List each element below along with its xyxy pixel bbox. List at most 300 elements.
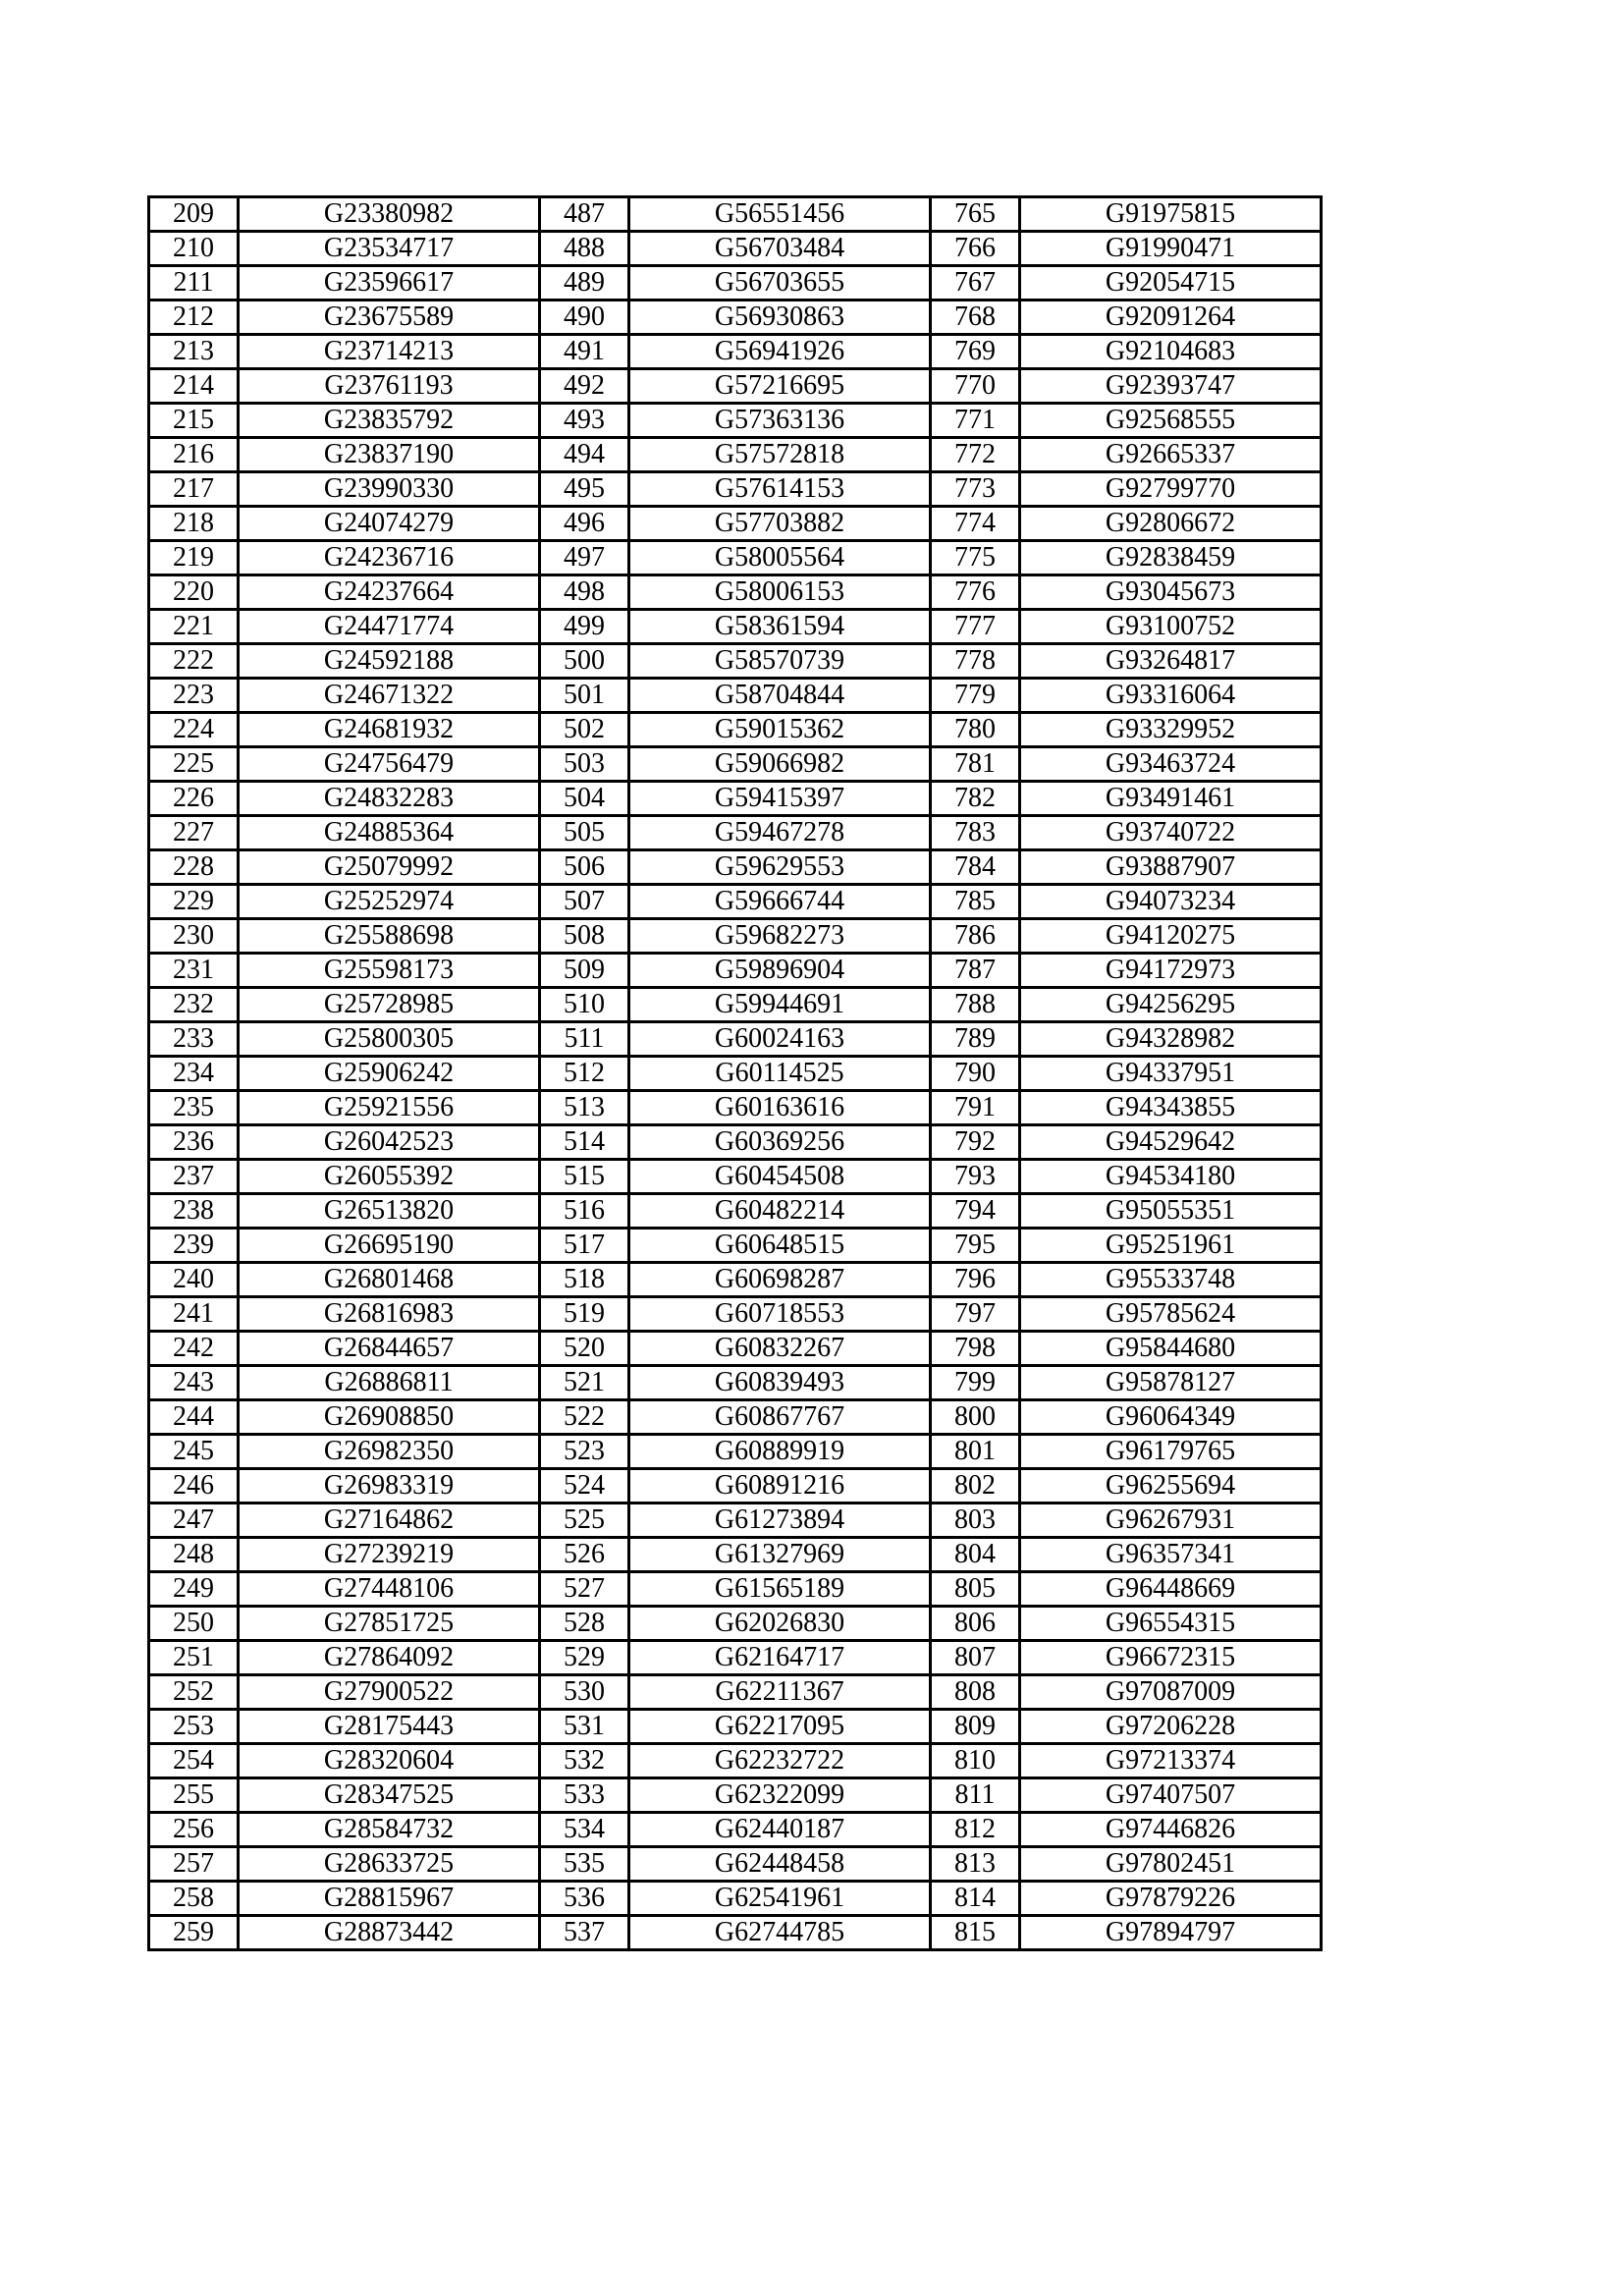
serial-cell: 533 bbox=[540, 1778, 629, 1813]
serial-cell: 536 bbox=[540, 1882, 629, 1916]
serial-cell: 772 bbox=[931, 438, 1020, 472]
code-cell: G97213374 bbox=[1020, 1744, 1322, 1778]
code-cell: G57703882 bbox=[629, 507, 931, 541]
serial-cell: 219 bbox=[149, 541, 239, 575]
code-cell: G27864092 bbox=[239, 1641, 540, 1675]
serial-cell: 524 bbox=[540, 1469, 629, 1503]
serial-cell: 236 bbox=[149, 1125, 239, 1160]
serial-cell: 245 bbox=[149, 1435, 239, 1469]
code-cell: G93329952 bbox=[1020, 713, 1322, 747]
table-row bbox=[149, 1435, 1322, 1469]
code-cell: G91990471 bbox=[1020, 232, 1322, 266]
code-cell: G25728985 bbox=[239, 988, 540, 1022]
code-cell: G96357341 bbox=[1020, 1538, 1322, 1572]
table-row bbox=[149, 1778, 1322, 1813]
table-row bbox=[149, 1229, 1322, 1263]
serial-cell: 511 bbox=[540, 1022, 629, 1057]
code-cell: G97879226 bbox=[1020, 1882, 1322, 1916]
serial-cell: 537 bbox=[540, 1916, 629, 1950]
code-cell: G62744785 bbox=[629, 1916, 931, 1950]
code-cell: G96179765 bbox=[1020, 1435, 1322, 1469]
code-cell: G96448669 bbox=[1020, 1572, 1322, 1607]
code-cell: G94328982 bbox=[1020, 1022, 1322, 1057]
serial-cell: 790 bbox=[931, 1057, 1020, 1091]
serial-cell: 258 bbox=[149, 1882, 239, 1916]
serial-cell: 783 bbox=[931, 816, 1020, 850]
code-cell: G94256295 bbox=[1020, 988, 1322, 1022]
serial-cell: 513 bbox=[540, 1091, 629, 1125]
serial-cell: 813 bbox=[931, 1847, 1020, 1882]
serial-cell: 799 bbox=[931, 1366, 1020, 1400]
serial-cell: 528 bbox=[540, 1607, 629, 1641]
code-cell: G97802451 bbox=[1020, 1847, 1322, 1882]
serial-cell: 512 bbox=[540, 1057, 629, 1091]
table-row bbox=[149, 1710, 1322, 1744]
serial-cell: 804 bbox=[931, 1538, 1020, 1572]
serial-cell: 534 bbox=[540, 1813, 629, 1847]
code-cell: G25588698 bbox=[239, 919, 540, 954]
table-row bbox=[149, 232, 1322, 266]
code-cell: G97446826 bbox=[1020, 1813, 1322, 1847]
code-cell: G23596617 bbox=[239, 266, 540, 301]
serial-cell: 794 bbox=[931, 1194, 1020, 1229]
code-cell: G93045673 bbox=[1020, 575, 1322, 610]
table-row bbox=[149, 438, 1322, 472]
serial-cell: 505 bbox=[540, 816, 629, 850]
serial-cell: 232 bbox=[149, 988, 239, 1022]
code-cell: G59467278 bbox=[629, 816, 931, 850]
serial-cell: 215 bbox=[149, 404, 239, 438]
code-cell: G25800305 bbox=[239, 1022, 540, 1057]
serial-cell: 776 bbox=[931, 575, 1020, 610]
code-cell: G61565189 bbox=[629, 1572, 931, 1607]
code-cell: G25079992 bbox=[239, 850, 540, 885]
code-cell: G60648515 bbox=[629, 1229, 931, 1263]
code-cell: G60163616 bbox=[629, 1091, 931, 1125]
code-cell: G60839493 bbox=[629, 1366, 931, 1400]
serial-cell: 768 bbox=[931, 301, 1020, 335]
code-cell: G58006153 bbox=[629, 575, 931, 610]
table-row bbox=[149, 885, 1322, 919]
table-row bbox=[149, 644, 1322, 679]
code-cell: G27164862 bbox=[239, 1503, 540, 1538]
code-cell: G94172973 bbox=[1020, 954, 1322, 988]
table-row bbox=[149, 1744, 1322, 1778]
serial-cell: 238 bbox=[149, 1194, 239, 1229]
serial-cell: 240 bbox=[149, 1263, 239, 1297]
serial-cell: 487 bbox=[540, 197, 629, 232]
serial-cell: 806 bbox=[931, 1607, 1020, 1641]
table-row bbox=[149, 1607, 1322, 1641]
code-cell: G28873442 bbox=[239, 1916, 540, 1950]
table-row bbox=[149, 1022, 1322, 1057]
code-cell: G23380982 bbox=[239, 197, 540, 232]
code-cell: G59015362 bbox=[629, 713, 931, 747]
code-cell: G60867767 bbox=[629, 1400, 931, 1435]
serial-cell: 531 bbox=[540, 1710, 629, 1744]
code-cell: G93740722 bbox=[1020, 816, 1322, 850]
code-cell: G97407507 bbox=[1020, 1778, 1322, 1813]
table-row bbox=[149, 988, 1322, 1022]
code-cell: G60832267 bbox=[629, 1332, 931, 1366]
code-cell: G23675589 bbox=[239, 301, 540, 335]
code-cell: G93887907 bbox=[1020, 850, 1322, 885]
serial-cell: 527 bbox=[540, 1572, 629, 1607]
table-row bbox=[149, 1332, 1322, 1366]
code-cell: G24592188 bbox=[239, 644, 540, 679]
table-row bbox=[149, 541, 1322, 575]
code-cell: G97087009 bbox=[1020, 1675, 1322, 1710]
serial-cell: 782 bbox=[931, 782, 1020, 816]
code-cell: G59066982 bbox=[629, 747, 931, 782]
code-cell: G95878127 bbox=[1020, 1366, 1322, 1400]
serial-cell: 211 bbox=[149, 266, 239, 301]
table-row bbox=[149, 850, 1322, 885]
code-cell: G26982350 bbox=[239, 1435, 540, 1469]
code-cell: G26042523 bbox=[239, 1125, 540, 1160]
code-cell: G57572818 bbox=[629, 438, 931, 472]
serial-cell: 246 bbox=[149, 1469, 239, 1503]
code-cell: G94120275 bbox=[1020, 919, 1322, 954]
serial-cell: 255 bbox=[149, 1778, 239, 1813]
serial-cell: 228 bbox=[149, 850, 239, 885]
code-cell: G24681932 bbox=[239, 713, 540, 747]
serial-cell: 811 bbox=[931, 1778, 1020, 1813]
code-cell: G97206228 bbox=[1020, 1710, 1322, 1744]
code-cell: G24832283 bbox=[239, 782, 540, 816]
table-row bbox=[149, 713, 1322, 747]
code-cell: G92665337 bbox=[1020, 438, 1322, 472]
code-cell: G56703484 bbox=[629, 232, 931, 266]
serial-cell: 235 bbox=[149, 1091, 239, 1125]
serial-cell: 766 bbox=[931, 232, 1020, 266]
table-row bbox=[149, 610, 1322, 644]
code-cell: G96267931 bbox=[1020, 1503, 1322, 1538]
code-cell: G56941926 bbox=[629, 335, 931, 369]
table-row bbox=[149, 1091, 1322, 1125]
serial-cell: 786 bbox=[931, 919, 1020, 954]
code-cell: G23761193 bbox=[239, 369, 540, 404]
code-cell: G95844680 bbox=[1020, 1332, 1322, 1366]
code-cell: G60889919 bbox=[629, 1435, 931, 1469]
serial-cell: 773 bbox=[931, 472, 1020, 507]
code-cell: G28584732 bbox=[239, 1813, 540, 1847]
serial-cell: 249 bbox=[149, 1572, 239, 1607]
code-cell: G24237664 bbox=[239, 575, 540, 610]
serial-cell: 244 bbox=[149, 1400, 239, 1435]
serial-cell: 508 bbox=[540, 919, 629, 954]
code-cell: G95533748 bbox=[1020, 1263, 1322, 1297]
code-cell: G58361594 bbox=[629, 610, 931, 644]
serial-cell: 229 bbox=[149, 885, 239, 919]
serial-cell: 221 bbox=[149, 610, 239, 644]
serial-cell: 250 bbox=[149, 1607, 239, 1641]
table-row bbox=[149, 1503, 1322, 1538]
serial-cell: 781 bbox=[931, 747, 1020, 782]
serial-cell: 765 bbox=[931, 197, 1020, 232]
table-row bbox=[149, 1366, 1322, 1400]
code-cell: G24236716 bbox=[239, 541, 540, 575]
code-cell: G92054715 bbox=[1020, 266, 1322, 301]
serial-cell: 520 bbox=[540, 1332, 629, 1366]
code-cell: G58005564 bbox=[629, 541, 931, 575]
code-cell: G56551456 bbox=[629, 197, 931, 232]
code-cell: G62217095 bbox=[629, 1710, 931, 1744]
serial-cell: 254 bbox=[149, 1744, 239, 1778]
code-cell: G56703655 bbox=[629, 266, 931, 301]
code-cell: G95251961 bbox=[1020, 1229, 1322, 1263]
serial-cell: 815 bbox=[931, 1916, 1020, 1950]
code-cell: G59629553 bbox=[629, 850, 931, 885]
code-cell: G62026830 bbox=[629, 1607, 931, 1641]
serial-cell: 225 bbox=[149, 747, 239, 782]
serial-cell: 510 bbox=[540, 988, 629, 1022]
table-row bbox=[149, 1813, 1322, 1847]
serial-cell: 227 bbox=[149, 816, 239, 850]
serial-cell: 778 bbox=[931, 644, 1020, 679]
code-cell: G24471774 bbox=[239, 610, 540, 644]
serial-cell: 807 bbox=[931, 1641, 1020, 1675]
serial-cell: 214 bbox=[149, 369, 239, 404]
serial-cell: 495 bbox=[540, 472, 629, 507]
serial-cell: 488 bbox=[540, 232, 629, 266]
serial-cell: 230 bbox=[149, 919, 239, 954]
serial-cell: 252 bbox=[149, 1675, 239, 1710]
serial-cell: 793 bbox=[931, 1160, 1020, 1194]
code-cell: G94343855 bbox=[1020, 1091, 1322, 1125]
code-cell: G28320604 bbox=[239, 1744, 540, 1778]
code-cell: G25598173 bbox=[239, 954, 540, 988]
table-row bbox=[149, 1263, 1322, 1297]
table-row bbox=[149, 266, 1322, 301]
code-cell: G60718553 bbox=[629, 1297, 931, 1332]
serial-cell: 521 bbox=[540, 1366, 629, 1400]
table-row bbox=[149, 1641, 1322, 1675]
serial-cell: 217 bbox=[149, 472, 239, 507]
serial-cell: 222 bbox=[149, 644, 239, 679]
code-cell: G26513820 bbox=[239, 1194, 540, 1229]
serial-cell: 259 bbox=[149, 1916, 239, 1950]
serial-cell: 515 bbox=[540, 1160, 629, 1194]
code-cell: G62448458 bbox=[629, 1847, 931, 1882]
table-row bbox=[149, 575, 1322, 610]
code-cell: G57614153 bbox=[629, 472, 931, 507]
serial-cell: 209 bbox=[149, 197, 239, 232]
serial-cell: 514 bbox=[540, 1125, 629, 1160]
code-cell: G59944691 bbox=[629, 988, 931, 1022]
code-cell: G61273894 bbox=[629, 1503, 931, 1538]
serial-cell: 522 bbox=[540, 1400, 629, 1435]
serial-cell: 489 bbox=[540, 266, 629, 301]
serial-cell: 213 bbox=[149, 335, 239, 369]
code-cell: G24885364 bbox=[239, 816, 540, 850]
serial-cell: 226 bbox=[149, 782, 239, 816]
table-row bbox=[149, 335, 1322, 369]
serial-cell: 779 bbox=[931, 679, 1020, 713]
code-cell: G62440187 bbox=[629, 1813, 931, 1847]
code-cell: G28633725 bbox=[239, 1847, 540, 1882]
table-row bbox=[149, 816, 1322, 850]
code-cell: G26886811 bbox=[239, 1366, 540, 1400]
serial-cell: 810 bbox=[931, 1744, 1020, 1778]
serial-cell: 777 bbox=[931, 610, 1020, 644]
code-cell: G23534717 bbox=[239, 232, 540, 266]
table-row bbox=[149, 679, 1322, 713]
serial-cell: 247 bbox=[149, 1503, 239, 1538]
serial-cell: 498 bbox=[540, 575, 629, 610]
code-cell: G57363136 bbox=[629, 404, 931, 438]
code-cell: G25921556 bbox=[239, 1091, 540, 1125]
serial-cell: 801 bbox=[931, 1435, 1020, 1469]
serial-cell: 501 bbox=[540, 679, 629, 713]
table-row bbox=[149, 1847, 1322, 1882]
table-row bbox=[149, 1469, 1322, 1503]
code-cell: G62541961 bbox=[629, 1882, 931, 1916]
table-row bbox=[149, 954, 1322, 988]
serial-cell: 256 bbox=[149, 1813, 239, 1847]
serial-cell: 504 bbox=[540, 782, 629, 816]
data-table bbox=[147, 195, 1323, 1951]
code-cell: G58704844 bbox=[629, 679, 931, 713]
serial-cell: 532 bbox=[540, 1744, 629, 1778]
serial-cell: 231 bbox=[149, 954, 239, 988]
table-row bbox=[149, 1882, 1322, 1916]
code-cell: G93264817 bbox=[1020, 644, 1322, 679]
code-cell: G92104683 bbox=[1020, 335, 1322, 369]
code-cell: G57216695 bbox=[629, 369, 931, 404]
serial-cell: 770 bbox=[931, 369, 1020, 404]
table-row bbox=[149, 1572, 1322, 1607]
table-row bbox=[149, 301, 1322, 335]
code-cell: G27900522 bbox=[239, 1675, 540, 1710]
code-cell: G96255694 bbox=[1020, 1469, 1322, 1503]
serial-cell: 257 bbox=[149, 1847, 239, 1882]
code-cell: G24756479 bbox=[239, 747, 540, 782]
code-cell: G27448106 bbox=[239, 1572, 540, 1607]
serial-cell: 503 bbox=[540, 747, 629, 782]
serial-cell: 798 bbox=[931, 1332, 1020, 1366]
serial-cell: 791 bbox=[931, 1091, 1020, 1125]
serial-cell: 519 bbox=[540, 1297, 629, 1332]
code-cell: G93463724 bbox=[1020, 747, 1322, 782]
serial-cell: 234 bbox=[149, 1057, 239, 1091]
table-row bbox=[149, 1160, 1322, 1194]
code-cell: G92806672 bbox=[1020, 507, 1322, 541]
code-cell: G95055351 bbox=[1020, 1194, 1322, 1229]
code-cell: G23714213 bbox=[239, 335, 540, 369]
code-cell: G92799770 bbox=[1020, 472, 1322, 507]
serial-cell: 216 bbox=[149, 438, 239, 472]
serial-cell: 787 bbox=[931, 954, 1020, 988]
code-cell: G95785624 bbox=[1020, 1297, 1322, 1332]
code-cell: G60891216 bbox=[629, 1469, 931, 1503]
code-cell: G62211367 bbox=[629, 1675, 931, 1710]
code-cell: G60454508 bbox=[629, 1160, 931, 1194]
serial-cell: 805 bbox=[931, 1572, 1020, 1607]
serial-cell: 248 bbox=[149, 1538, 239, 1572]
code-cell: G93316064 bbox=[1020, 679, 1322, 713]
code-cell: G56930863 bbox=[629, 301, 931, 335]
code-cell: G60114525 bbox=[629, 1057, 931, 1091]
code-cell: G26801468 bbox=[239, 1263, 540, 1297]
serial-cell: 535 bbox=[540, 1847, 629, 1882]
table-row bbox=[149, 1538, 1322, 1572]
serial-cell: 490 bbox=[540, 301, 629, 335]
serial-cell: 796 bbox=[931, 1263, 1020, 1297]
code-cell: G96554315 bbox=[1020, 1607, 1322, 1641]
serial-cell: 242 bbox=[149, 1332, 239, 1366]
serial-cell: 767 bbox=[931, 266, 1020, 301]
code-cell: G96064349 bbox=[1020, 1400, 1322, 1435]
code-cell: G25252974 bbox=[239, 885, 540, 919]
code-cell: G92393747 bbox=[1020, 369, 1322, 404]
code-cell: G92568555 bbox=[1020, 404, 1322, 438]
serial-cell: 220 bbox=[149, 575, 239, 610]
serial-cell: 494 bbox=[540, 438, 629, 472]
table-row bbox=[149, 472, 1322, 507]
serial-cell: 251 bbox=[149, 1641, 239, 1675]
serial-cell: 797 bbox=[931, 1297, 1020, 1332]
code-cell: G61327969 bbox=[629, 1538, 931, 1572]
serial-cell: 517 bbox=[540, 1229, 629, 1263]
serial-cell: 239 bbox=[149, 1229, 239, 1263]
serial-cell: 499 bbox=[540, 610, 629, 644]
code-cell: G60024163 bbox=[629, 1022, 931, 1057]
code-cell: G92838459 bbox=[1020, 541, 1322, 575]
table-row bbox=[149, 1125, 1322, 1160]
code-cell: G26908850 bbox=[239, 1400, 540, 1435]
code-cell: G94073234 bbox=[1020, 885, 1322, 919]
code-cell: G94337951 bbox=[1020, 1057, 1322, 1091]
serial-cell: 780 bbox=[931, 713, 1020, 747]
code-cell: G25906242 bbox=[239, 1057, 540, 1091]
code-cell: G59896904 bbox=[629, 954, 931, 988]
code-cell: G26816983 bbox=[239, 1297, 540, 1332]
serial-cell: 792 bbox=[931, 1125, 1020, 1160]
serial-cell: 253 bbox=[149, 1710, 239, 1744]
code-cell: G62322099 bbox=[629, 1778, 931, 1813]
code-cell: G59682273 bbox=[629, 919, 931, 954]
code-cell: G26695190 bbox=[239, 1229, 540, 1263]
serial-cell: 496 bbox=[540, 507, 629, 541]
table-row bbox=[149, 507, 1322, 541]
table-row bbox=[149, 369, 1322, 404]
code-cell: G60482214 bbox=[629, 1194, 931, 1229]
code-cell: G62164717 bbox=[629, 1641, 931, 1675]
serial-cell: 507 bbox=[540, 885, 629, 919]
serial-cell: 210 bbox=[149, 232, 239, 266]
serial-cell: 809 bbox=[931, 1710, 1020, 1744]
code-cell: G26055392 bbox=[239, 1160, 540, 1194]
serial-cell: 775 bbox=[931, 541, 1020, 575]
table-row bbox=[149, 404, 1322, 438]
serial-cell: 795 bbox=[931, 1229, 1020, 1263]
code-cell: G59666744 bbox=[629, 885, 931, 919]
serial-cell: 774 bbox=[931, 507, 1020, 541]
serial-cell: 530 bbox=[540, 1675, 629, 1710]
code-cell: G94534180 bbox=[1020, 1160, 1322, 1194]
serial-cell: 814 bbox=[931, 1882, 1020, 1916]
serial-cell: 769 bbox=[931, 335, 1020, 369]
code-cell: G94529642 bbox=[1020, 1125, 1322, 1160]
code-cell: G27851725 bbox=[239, 1607, 540, 1641]
code-cell: G23835792 bbox=[239, 404, 540, 438]
serial-cell: 224 bbox=[149, 713, 239, 747]
serial-cell: 237 bbox=[149, 1160, 239, 1194]
serial-cell: 526 bbox=[540, 1538, 629, 1572]
table-row bbox=[149, 1916, 1322, 1950]
serial-cell: 497 bbox=[540, 541, 629, 575]
